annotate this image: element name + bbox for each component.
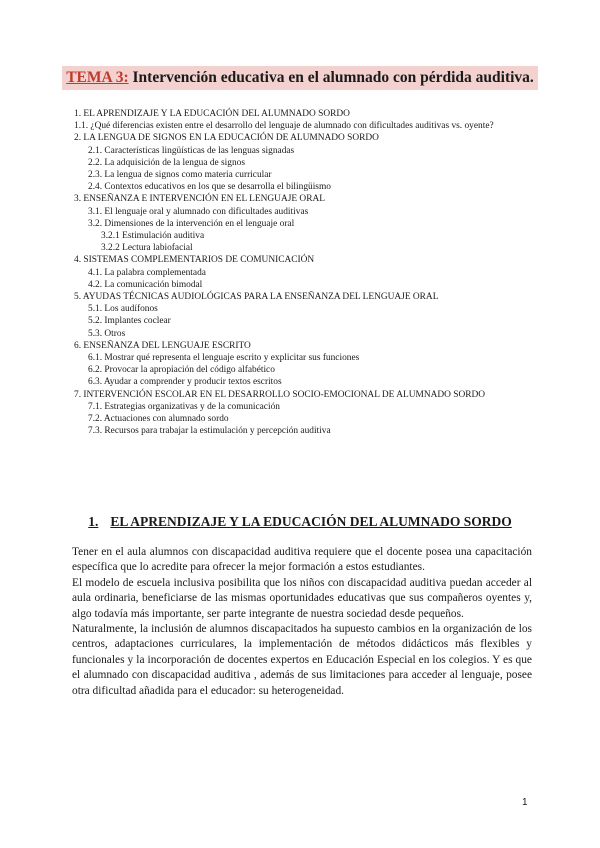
toc-section-item: 7. INTERVENCIÓN ESCOLAR EN EL DESARROLLO SOCIO-EMOCIONAL DE ALUMNADO SORDO [74,389,486,400]
toc-subsection-item: 1.1. ¿Qué diferencias existen entre el desarrollo del lenguaje de alumnado con dificultades auditivas vs. oyente? [74,121,494,132]
toc-subsection-item: 3.2.2 Lectura labiofacial [101,243,193,254]
toc-subsection-item: 5.1. Los audífonos [88,304,158,315]
toc-section-item: 5. AYUDAS TÉCNICAS AUDIOLÓGICAS PARA LA ENSEÑANZA DEL LENGUAJE ORAL [74,292,439,303]
toc-subsection-item: 7.2. Actuaciones con alumnado sordo [88,414,229,425]
toc-section-item: 3. ENSEÑANZA E INTERVENCIÓN EN EL LENGUAJE ORAL [74,194,325,205]
toc-subsection-item: 4.2. La comunicación bimodal [88,279,203,290]
section-heading-text: EL APRENDIZAJE Y LA EDUCACIÓN DEL ALUMNADO SORDO [110,514,512,529]
toc-subsection-item: 3.2.1 Estimulación auditiva [101,231,205,242]
toc-section-item: 6. ENSEÑANZA DEL LENGUAJE ESCRITO [74,340,251,351]
section-heading-container [0,513,600,531]
toc-subsection-item: 5.3. Otros [88,328,126,339]
toc-subsection-item: 7.3. Recursos para trabajar la estimulación y percepción auditiva [88,426,331,437]
toc-subsection-item: 6.2. Provocar la apropiación del código alfabético [88,365,275,376]
toc-subsection-item: 3.1. El lenguaje oral y alumnado con dificultades auditivas [88,206,309,217]
toc-subsection-item: 4.1. La palabra complementada [88,267,206,278]
title-container [0,66,600,90]
toc-subsection-item: 2.3. La lengua de signos como materia curricular [88,170,272,181]
section-heading [88,514,512,530]
toc-section-item: 1. EL APRENDIZAJE Y LA EDUCACIÓN DEL ALUMNADO SORDO [74,109,350,119]
toc-subsection-item: 6.3. Ayudar a comprender y producir textos escritos [88,377,282,388]
toc-subsection-item: 5.2. Implantes coclear [88,316,171,327]
toc-subsection-item: 2.4. Contextos educativos en los que se desarrolla el bilingüismo [88,182,331,193]
document-title [62,66,538,90]
toc-subsection-item: 2.1. Características lingüísticas de las lenguas signadas [88,145,295,156]
table-of-contents [74,108,544,437]
paragraph: El modelo de escuela inclusiva posibilita que los niños con discapacidad auditiva puedan acceder al aula ordinaria, beneficiarse de las mismas oportunidades educativas que sus compañeros oyentes y, algo todavía más importante, ser parte integrante de nuestra sociedad desde pequeños. [72,576,532,620]
toc-subsection-item: 2.2. La adquisición de la lengua de signos [88,157,245,168]
title-tema-label: TEMA 3: [66,69,129,86]
toc-section-item: 2. LA LENGUA DE SIGNOS EN LA EDUCACIÓN DE ALUMNADO SORDO [74,133,379,144]
page-number: 1 [522,797,528,808]
toc-subsection-item: 3.2. Dimensiones de la intervención en el lenguaje oral [88,218,295,229]
paragraph: Naturalmente, la inclusión de alumnos discapacitados ha supuesto cambios en la organización de los centros, adaptaciones curriculares, la implementación de métodos didácticos más flexibles y funcionales y la incorporación de docentes expertos en Educación Especial en los colegios. Y es que el alumnado con discapacidad auditiva , además de sus limitaciones para acceder al lenguaje, posee otra dificultad añadida para el educador: su heterogeneidad. [72,623,532,697]
toc-subsection-item: 7.1. Estrategias organizativas y de la comunicación [88,401,280,412]
body-text [72,545,532,699]
toc-section-item: 4. SISTEMAS COMPLEMENTARIOS DE COMUNICACIÓN [74,255,315,266]
paragraph: Tener en el aula alumnos con discapacidad auditiva requiere que el docente posea una capacitación específica que lo acredite para ofrecer la mejor formación a estos estudiantes. [72,546,532,574]
toc-subsection-item: 6.1. Mostrar qué representa el lenguaje escrito y explicitar sus funciones [88,353,360,364]
title-text: Intervención educativa en el alumnado con pérdida auditiva. [132,69,534,86]
section-number: 1. [88,514,99,529]
